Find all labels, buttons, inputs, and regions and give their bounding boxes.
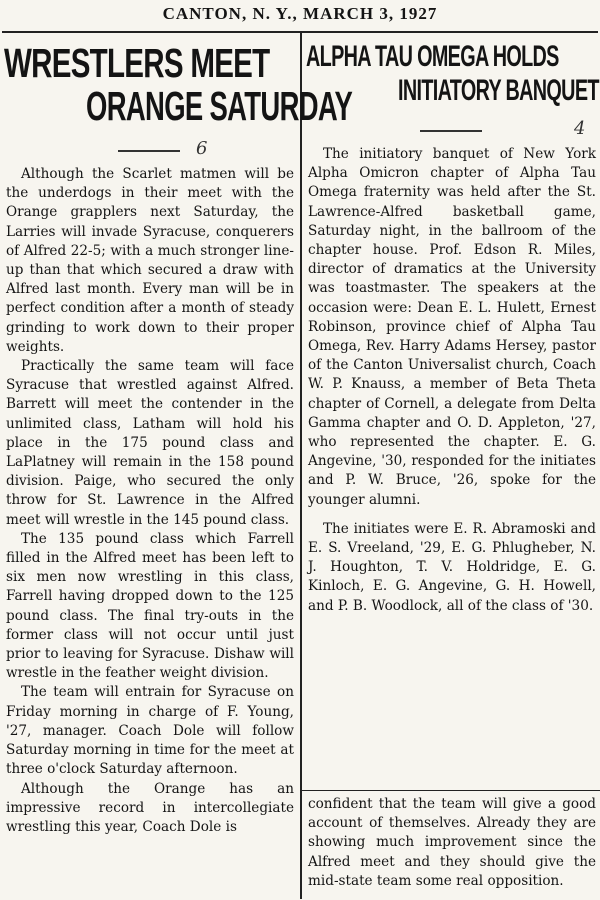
column-rule [300, 33, 302, 899]
paragraph: The 135 pound class which Farrell filled in the Alfred meet has been left to six men now wrestling in this class, Farrell having dropped down to the 125 pound class. The final try-outs in the former class will not occur until just prior to leaving for Syracuse. Dishaw will wrestle in the feather weight division. [6, 530, 294, 682]
continuation-rule [302, 790, 600, 791]
headline-line-1: ALPHA TAU OMEGA HOLDS [306, 40, 559, 73]
paragraph: Although the Scarlet matmen will be the underdogs in their meet with the Orange grapplers next Saturday, the Larries will invade Syracuse, conquerers of Alfred 22-5; with a much stronger line-up than that which secured a draw with Alfred last month. Every man will be in perfect condition after a month of steady grinding to work down to their proper weights. [6, 166, 294, 355]
headline-dash [420, 130, 482, 132]
wrestlers-continuation [308, 795, 596, 895]
dateline: CANTON, N. Y., MARCH 3, 1927 [162, 4, 438, 23]
wrestlers-article-body [6, 165, 294, 900]
paragraph: Although the Orange has an impressive record in intercollegiate wrestling this year, Coach Dole is [6, 780, 294, 835]
paragraph: The initiatory banquet of New York Alpha Omicron chapter of Alpha Tau Omega fraternity was held after the St. Lawrence-Alfred basketball game, Saturday night, in the ballroom of the chapter house. Prof. Edson R. Miles, director of dramatics at the University was toastmaster. The speakers at the occasion were: Dean E. L. Hulett, Ernest Robinson, province chief of Alpha Tau Omega, Rev. Harry Adams Hersey, pastor of the Canton Universalist church, Coach W. P. Knauss, a member of Beta Theta chapter of Cornell, a delegate from Delta Gamma chapter and O. D. Appleton, '27, who represented the chapter. E. G. Angevine, '30, responded for the initiates and P. W. Bruce, '26, spoke for the younger alumni. [308, 146, 596, 508]
headline-line-1: WRESTLERS MEET [4, 40, 270, 86]
headline-line-2: INITIATORY BANQUET [398, 74, 599, 107]
margin-mark: 6 [196, 138, 208, 159]
ato-headline [306, 40, 599, 108]
paragraph: The initiates were E. R. Abramoski and E. S. Vreeland, '29, E. G. Phlugheber, N. J. Houghton, T. V. Holdridge, E. G. Kinloch, E. G. Angevine, G. H. Howell, and P. B. Woodlock, all of the class of '30. [308, 520, 596, 614]
paragraph: The team will entrain for Syracuse on Friday morning in charge of F. Young, '27, manager. Coach Dole will follow Saturday morning in time for the meet at three o'clock Saturday afternoon. [6, 684, 294, 778]
ato-article-body [308, 145, 596, 785]
margin-mark: 4 [574, 118, 586, 139]
headline-dash [118, 150, 180, 152]
headline-line-2: ORANGE SATURDAY [86, 83, 353, 129]
paragraph: confident that the team will give a good account of themselves. Already they are showing much improvement since the Alfred meet and they should give the mid-state team some real opposition. [308, 796, 596, 889]
paragraph: Practically the same team will face Syracuse that wrestled against Alfred. Barrett will meet the contender in the unlimited class, Latham will hold his place in the 175 pound class and LaPlatney will remain in the 158 pound division. Paige, who secured the only throw for St. Lawrence in the Alfred meet will wrestle in the 145 pound class. [6, 358, 294, 528]
wrestlers-headline [4, 40, 353, 129]
